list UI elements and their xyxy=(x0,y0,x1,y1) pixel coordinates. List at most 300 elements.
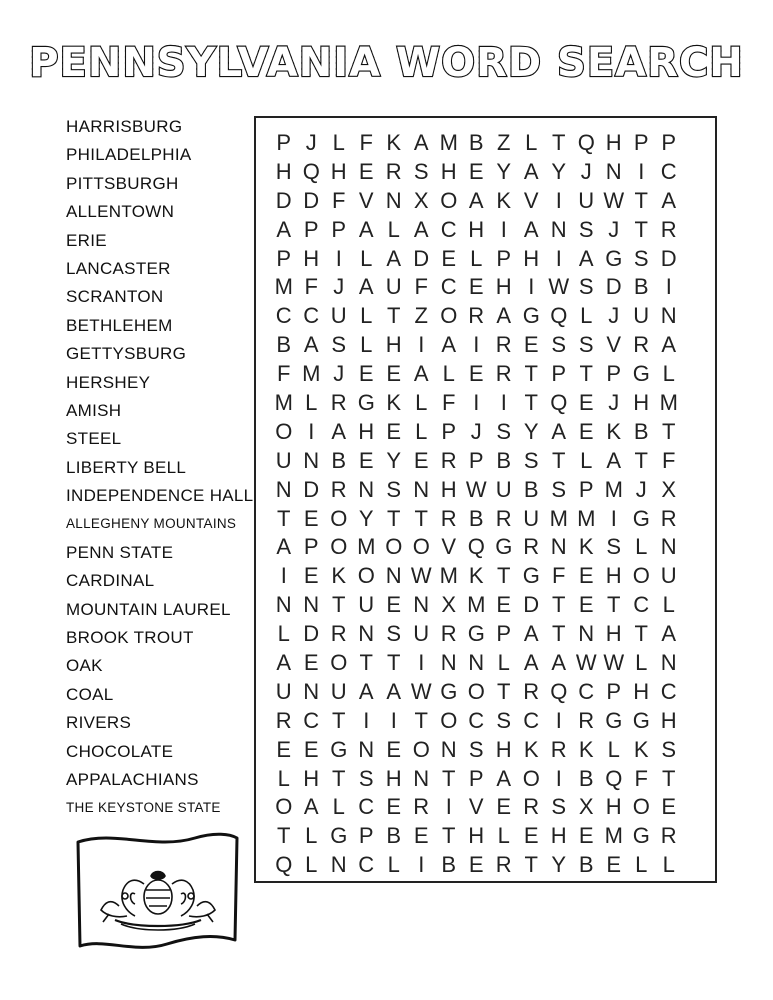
grid-cell: F xyxy=(442,390,456,416)
grid-cell: S xyxy=(523,447,539,473)
grid-cell: R xyxy=(330,390,347,416)
grid-cell: H xyxy=(468,216,485,242)
grid-cell: P xyxy=(441,418,457,444)
word-list-item: CARDINAL xyxy=(66,571,155,591)
grid-cell: E xyxy=(303,736,319,762)
grid-cell: E xyxy=(578,563,594,589)
grid-cell: V xyxy=(606,332,622,358)
grid-cell: A xyxy=(303,794,319,820)
word-list-item: ERIE xyxy=(66,230,107,250)
word-list-item: GETTYSBURG xyxy=(66,344,187,364)
grid-cell: D xyxy=(303,187,320,213)
grid-cell: T xyxy=(552,130,566,155)
grid-cell: I xyxy=(610,505,617,531)
grid-cell: J xyxy=(608,216,620,242)
word-list-item: PITTSBURGH xyxy=(66,173,179,193)
grid-cell: I xyxy=(500,216,507,242)
grid-cell: U xyxy=(385,274,402,300)
word-list-item: OAK xyxy=(66,656,103,676)
grid-cell: M xyxy=(439,130,458,155)
grid-cell: T xyxy=(524,361,538,387)
grid-cell: A xyxy=(496,765,512,791)
grid-cell: I xyxy=(308,418,315,444)
grid-cell: L xyxy=(332,130,345,155)
grid-cell: B xyxy=(633,274,649,300)
grid-cell: A xyxy=(523,621,539,647)
grid-cell: A xyxy=(386,678,402,704)
word-list-item: LIBERTY BELL xyxy=(66,457,187,477)
grid-cell: H xyxy=(495,736,512,762)
grid-cell: R xyxy=(275,707,292,733)
grid-cell: R xyxy=(633,332,650,358)
grid-cell: N xyxy=(440,650,457,676)
grid-cell: E xyxy=(386,361,402,387)
grid-cell: D xyxy=(303,476,320,502)
grid-cell: S xyxy=(551,332,567,358)
grid-cell: M xyxy=(274,390,293,416)
grid-cell: W xyxy=(575,650,597,676)
letter-grid xyxy=(270,131,683,882)
grid-cell: G xyxy=(467,621,485,647)
grid-cell: X xyxy=(413,187,429,213)
grid-cell: K xyxy=(578,534,594,560)
grid-cell: I xyxy=(363,707,370,733)
grid-cell: F xyxy=(277,361,291,387)
grid-cell: R xyxy=(578,707,595,733)
grid-cell: T xyxy=(634,621,648,647)
grid-cell: V xyxy=(441,534,457,560)
grid-cell: A xyxy=(358,678,374,704)
grid-cell: Q xyxy=(605,765,623,791)
grid-cell: L xyxy=(635,534,648,560)
grid-cell: T xyxy=(497,678,511,704)
grid-cell: K xyxy=(386,130,402,155)
grid-cell: I xyxy=(638,158,645,184)
grid-cell: P xyxy=(606,678,622,704)
grid-cell: J xyxy=(305,130,317,155)
grid-cell: T xyxy=(332,765,346,791)
grid-cell: T xyxy=(524,390,538,416)
grid-cell: L xyxy=(360,245,373,271)
grid-cell: P xyxy=(276,245,292,271)
grid-cell: D xyxy=(605,274,622,300)
grid-cell: R xyxy=(440,505,457,531)
page-title: PENNSYLVANIA WORD SEARCH xyxy=(0,40,773,86)
grid-cell: T xyxy=(662,765,676,791)
word-list-item: APPALACHIANS xyxy=(66,769,199,789)
grid-cell: I xyxy=(555,707,562,733)
grid-cell: A xyxy=(661,187,677,213)
grid-cell: S xyxy=(633,245,649,271)
word-list-item: PHILADELPHIA xyxy=(66,145,192,165)
grid-cell: L xyxy=(360,303,373,329)
grid-cell: K xyxy=(386,390,402,416)
grid-cell: S xyxy=(496,418,512,444)
grid-cell: C xyxy=(660,158,677,184)
grid-cell: A xyxy=(523,158,539,184)
grid-cell: T xyxy=(442,823,456,849)
grid-cell: U xyxy=(495,476,512,502)
grid-cell: H xyxy=(523,245,540,271)
grid-cell: U xyxy=(275,447,292,473)
grid-cell: E xyxy=(303,505,319,531)
grid-cell: M xyxy=(659,390,678,416)
grid-cell: L xyxy=(635,852,648,878)
grid-cell: E xyxy=(303,563,319,589)
grid-cell: J xyxy=(333,361,345,387)
grid-cell: C xyxy=(358,852,375,878)
grid-cell: X xyxy=(661,476,677,502)
grid-cell: A xyxy=(303,332,319,358)
grid-cell: T xyxy=(552,621,566,647)
grid-cell: H xyxy=(660,707,677,733)
grid-cell: R xyxy=(523,794,540,820)
grid-cell: R xyxy=(385,158,402,184)
grid-cell: Q xyxy=(550,303,568,329)
grid-cell: F xyxy=(332,187,346,213)
grid-cell: I xyxy=(555,245,562,271)
grid-cell: G xyxy=(330,736,348,762)
grid-cell: G xyxy=(330,823,348,849)
grid-cell: Y xyxy=(496,158,512,184)
grid-cell: J xyxy=(635,476,647,502)
grid-cell: U xyxy=(358,592,375,618)
word-list-item: BETHLEHEM xyxy=(66,315,173,335)
grid-cell: S xyxy=(551,794,567,820)
grid-cell: A xyxy=(358,274,374,300)
grid-cell: I xyxy=(473,390,480,416)
grid-cell: C xyxy=(275,303,292,329)
grid-cell: M xyxy=(439,563,458,589)
grid-cell: Q xyxy=(302,158,320,184)
grid-cell: L xyxy=(305,852,318,878)
grid-cell: S xyxy=(386,476,402,502)
grid-cell: R xyxy=(523,678,540,704)
grid-cell: O xyxy=(440,187,458,213)
grid-cell: T xyxy=(607,592,621,618)
grid-cell: W xyxy=(410,678,432,704)
grid-cell: G xyxy=(522,563,540,589)
flag-icon xyxy=(75,832,241,950)
grid-cell: J xyxy=(470,418,482,444)
grid-cell: E xyxy=(468,158,484,184)
grid-cell: U xyxy=(275,678,292,704)
grid-cell: N xyxy=(275,592,292,618)
grid-cell: R xyxy=(495,505,512,531)
word-list-item: COAL xyxy=(66,684,114,704)
grid-cell: X xyxy=(441,592,457,618)
grid-cell: A xyxy=(413,130,429,155)
grid-cell: E xyxy=(468,274,484,300)
grid-cell: T xyxy=(332,592,346,618)
grid-cell: E xyxy=(578,418,594,444)
grid-cell: R xyxy=(523,534,540,560)
grid-cell: Y xyxy=(551,158,567,184)
grid-cell: P xyxy=(578,476,594,502)
word-list-item: PENN STATE xyxy=(66,542,174,562)
grid-cell: R xyxy=(660,216,677,242)
word-list-item: HERSHEY xyxy=(66,372,151,392)
grid-cell: R xyxy=(468,303,485,329)
grid-cell: O xyxy=(330,650,348,676)
grid-cell: C xyxy=(440,274,457,300)
grid-cell: O xyxy=(275,794,293,820)
grid-cell: G xyxy=(357,390,375,416)
grid-cell: O xyxy=(385,534,403,560)
grid-cell: W xyxy=(603,187,625,213)
grid-cell: Q xyxy=(467,534,485,560)
grid-cell: K xyxy=(496,187,512,213)
grid-cell: E xyxy=(468,852,484,878)
grid-cell: E xyxy=(358,447,374,473)
word-list-item: AMISH xyxy=(66,400,122,420)
grid-cell: G xyxy=(632,823,650,849)
grid-cell: P xyxy=(633,130,649,155)
grid-cell: I xyxy=(500,390,507,416)
grid-cell: T xyxy=(634,187,648,213)
grid-cell: T xyxy=(442,765,456,791)
grid-cell: O xyxy=(467,678,485,704)
grid-cell: N xyxy=(303,678,320,704)
grid-cell: I xyxy=(555,187,562,213)
grid-cell: J xyxy=(608,303,620,329)
grid-cell: B xyxy=(633,418,649,444)
grid-cell: E xyxy=(523,823,539,849)
grid-cell: L xyxy=(662,852,675,878)
grid-cell: S xyxy=(496,707,512,733)
grid-cell: G xyxy=(440,678,458,704)
grid-cell: N xyxy=(660,650,677,676)
grid-cell: Y xyxy=(551,852,567,878)
grid-cell: K xyxy=(578,736,594,762)
grid-cell: H xyxy=(633,390,650,416)
word-list-item: CHOCOLATE xyxy=(66,741,174,761)
grid-cell: T xyxy=(359,650,373,676)
grid-cell: T xyxy=(579,361,593,387)
grid-cell: R xyxy=(495,361,512,387)
grid-cell: N xyxy=(358,476,375,502)
grid-cell: P xyxy=(551,361,567,387)
grid-cell: M xyxy=(302,361,321,387)
grid-cell: B xyxy=(441,852,457,878)
grid-cell: A xyxy=(496,303,512,329)
grid-cell: V xyxy=(468,794,484,820)
grid-cell: Y xyxy=(358,505,374,531)
grid-cell: P xyxy=(496,245,512,271)
grid-cell: L xyxy=(607,736,620,762)
grid-cell: G xyxy=(632,361,650,387)
grid-cell: F xyxy=(359,130,373,155)
grid-cell: V xyxy=(523,187,539,213)
grid-cell: T xyxy=(387,505,401,531)
grid-cell: Z xyxy=(497,130,511,155)
grid-cell: A xyxy=(523,216,539,242)
grid-cell: P xyxy=(358,823,374,849)
grid-cell: B xyxy=(496,447,512,473)
grid-cell: A xyxy=(276,650,292,676)
grid-cell: L xyxy=(387,852,400,878)
grid-cell: P xyxy=(468,447,484,473)
grid-cell: N xyxy=(605,158,622,184)
grid-cell: Y xyxy=(523,418,539,444)
grid-cell: N xyxy=(303,447,320,473)
grid-cell: I xyxy=(528,274,535,300)
grid-cell: E xyxy=(468,361,484,387)
grid-cell: F xyxy=(634,765,648,791)
grid-cell: K xyxy=(523,736,539,762)
grid-cell: T xyxy=(414,505,428,531)
grid-cell: N xyxy=(550,216,567,242)
grid-cell: N xyxy=(385,563,402,589)
grid-cell: O xyxy=(412,534,430,560)
grid-cell: T xyxy=(277,505,291,531)
grid-cell: B xyxy=(468,505,484,531)
grid-cell: T xyxy=(634,216,648,242)
grid-cell: E xyxy=(386,592,402,618)
grid-cell: S xyxy=(413,158,429,184)
grid-cell: X xyxy=(578,794,594,820)
grid-cell: G xyxy=(605,707,623,733)
grid-cell: E xyxy=(386,736,402,762)
grid-cell: E xyxy=(523,332,539,358)
grid-cell: O xyxy=(632,794,650,820)
grid-cell: L xyxy=(277,621,290,647)
grid-cell: O xyxy=(330,534,348,560)
grid-cell: R xyxy=(495,852,512,878)
grid-cell: P xyxy=(303,534,319,560)
grid-cell: R xyxy=(440,447,457,473)
grid-cell: S xyxy=(331,332,347,358)
grid-cell: I xyxy=(335,245,342,271)
grid-cell: Q xyxy=(275,852,293,878)
grid-cell: L xyxy=(305,390,318,416)
grid-cell: I xyxy=(665,274,672,300)
grid-cell: G xyxy=(522,303,540,329)
grid-cell: T xyxy=(524,852,538,878)
word-list-item: SCRANTON xyxy=(66,287,164,307)
grid-cell: O xyxy=(275,418,293,444)
grid-cell: E xyxy=(276,736,292,762)
grid-cell: N xyxy=(468,650,485,676)
grid-cell: T xyxy=(414,707,428,733)
grid-cell: H xyxy=(385,332,402,358)
grid-cell: A xyxy=(276,534,292,560)
grid-cell: A xyxy=(523,650,539,676)
grid-cell: E xyxy=(358,361,374,387)
grid-cell: B xyxy=(468,130,484,155)
grid-cell: M xyxy=(604,476,623,502)
grid-cell: H xyxy=(605,130,622,155)
grid-cell: A xyxy=(468,187,484,213)
grid-cell: T xyxy=(662,418,676,444)
grid-cell: N xyxy=(413,765,430,791)
grid-cell: N xyxy=(385,187,402,213)
grid-cell: L xyxy=(332,794,345,820)
grid-cell: F xyxy=(552,563,566,589)
word-list-item: BROOK TROUT xyxy=(66,628,194,648)
grid-cell: T xyxy=(387,650,401,676)
grid-cell: L xyxy=(662,361,675,387)
grid-cell: Z xyxy=(414,303,428,329)
grid-cell: H xyxy=(495,274,512,300)
grid-cell: G xyxy=(632,505,650,531)
grid-cell: T xyxy=(332,707,346,733)
grid-cell: N xyxy=(303,592,320,618)
grid-cell: O xyxy=(632,563,650,589)
grid-cell: R xyxy=(550,736,567,762)
grid-cell: P xyxy=(496,621,512,647)
grid-cell: M xyxy=(549,505,568,531)
grid-cell: E xyxy=(386,418,402,444)
grid-cell: E xyxy=(496,794,512,820)
grid-cell: E xyxy=(606,852,622,878)
grid-cell: H xyxy=(440,476,457,502)
grid-cell: B xyxy=(578,852,594,878)
grid-cell: A xyxy=(331,418,347,444)
grid-cell: E xyxy=(358,158,374,184)
grid-cell: L xyxy=(470,245,483,271)
grid-cell: U xyxy=(578,187,595,213)
grid-cell: N xyxy=(358,621,375,647)
grid-cell: I xyxy=(418,852,425,878)
word-list-item: ALLEGHENY MOUNTAINS xyxy=(66,516,237,532)
grid-cell: F xyxy=(304,274,318,300)
grid-cell: L xyxy=(415,390,428,416)
grid-cell: I xyxy=(418,332,425,358)
grid-cell: M xyxy=(467,592,486,618)
grid-cell: H xyxy=(633,678,650,704)
grid-cell: T xyxy=(552,447,566,473)
word-list-item: INDEPENDENCE HALL xyxy=(66,486,254,506)
grid-cell: H xyxy=(605,794,622,820)
grid-cell: R xyxy=(660,823,677,849)
grid-cell: T xyxy=(497,563,511,589)
grid-cell: E xyxy=(413,823,429,849)
puzzle-grid-box xyxy=(254,116,717,883)
grid-cell: D xyxy=(303,621,320,647)
grid-cell: L xyxy=(662,592,675,618)
grid-cell: W xyxy=(465,476,487,502)
grid-cell: G xyxy=(495,534,513,560)
grid-cell: A xyxy=(606,447,622,473)
grid-cell: Q xyxy=(550,390,568,416)
grid-cell: T xyxy=(277,823,291,849)
grid-cell: A xyxy=(441,332,457,358)
grid-cell: A xyxy=(413,361,429,387)
grid-cell: R xyxy=(440,621,457,647)
grid-cell: L xyxy=(360,332,373,358)
grid-cell: W xyxy=(410,563,432,589)
grid-cell: D xyxy=(275,187,292,213)
grid-cell: I xyxy=(473,332,480,358)
grid-cell: N xyxy=(413,592,430,618)
word-list-item: HARRISBURG xyxy=(66,117,183,136)
grid-cell: N xyxy=(440,736,457,762)
grid-cell: L xyxy=(580,447,593,473)
grid-cell: C xyxy=(468,707,485,733)
grid-cell: T xyxy=(552,592,566,618)
grid-cell: U xyxy=(413,621,430,647)
grid-cell: S xyxy=(551,476,567,502)
grid-cell: C xyxy=(303,303,320,329)
grid-cell: R xyxy=(660,505,677,531)
grid-cell: W xyxy=(603,650,625,676)
grid-cell: E xyxy=(441,245,457,271)
grid-cell: W xyxy=(548,274,570,300)
grid-cell: U xyxy=(523,505,540,531)
word-list-item: THE KEYSTONE STATE xyxy=(66,800,221,816)
grid-cell: Q xyxy=(577,130,595,155)
